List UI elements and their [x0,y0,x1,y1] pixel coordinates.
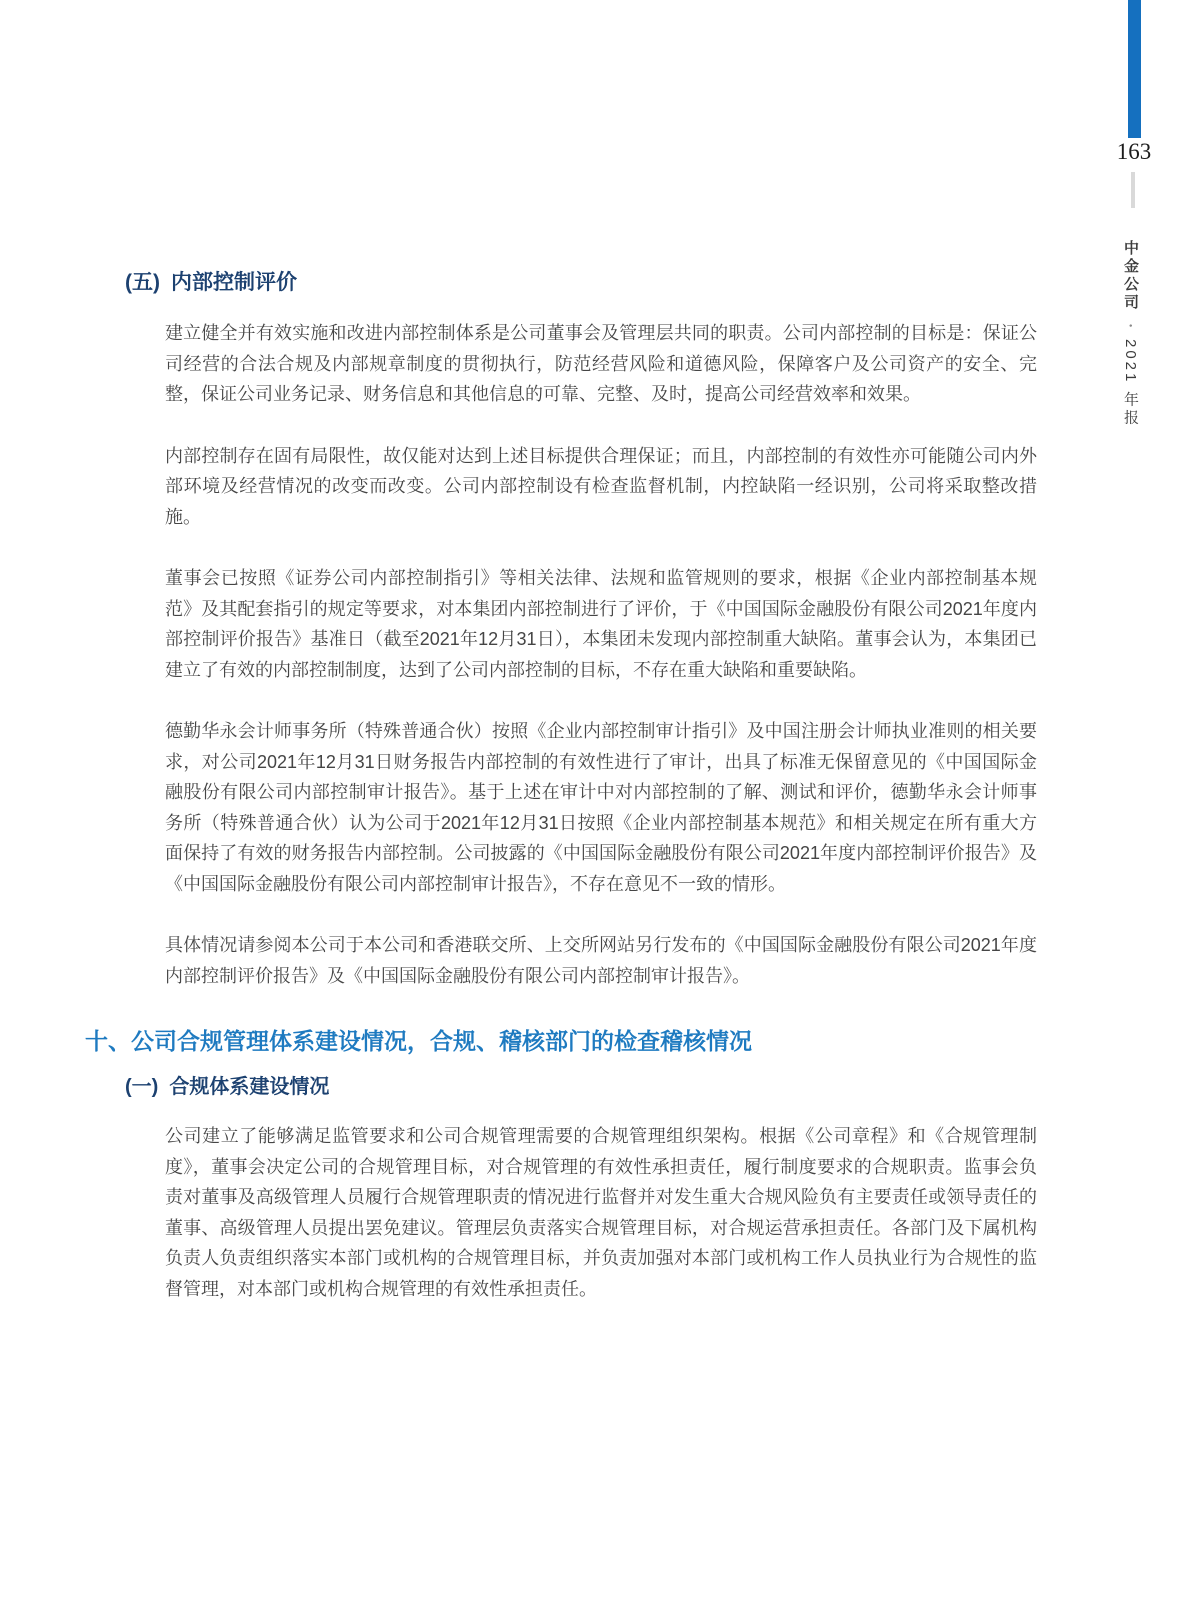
section-marker: (五) [125,271,160,294]
main-content [85,268,1037,1304]
subsection-marker: (一) [125,1076,159,1098]
company-name: 中金公司 [1122,240,1139,312]
paragraph: 德勤华永会计师事务所（特殊普通合伙）按照《企业内部控制审计指引》及中国注册会计师执业准则的相关要求，对公司2021年12月31日财务报告内部控制的有效性进行了审计，出具了标准无保留意见的《中国国际金融股份有限公司内部控制审计报告》。基于上述在审计中对内部控制的了解、测试和评价，德勤华永会计师事务所（特殊普通合伙）认为公司于2021年12月31日按照《企业内部控制基本规范》和相关规定在所有重大方面保持了有效的财务报告内部控制。公司披露的《中国国际金融股份有限公司2021年度内部控制评价报告》及《中国国际金融股份有限公司内部控制审计报告》，不存在意见不一致的情形。 [165,721,1037,894]
page-number: 163 [1116,139,1152,164]
paragraph: 董事会已按照《证券公司内部控制指引》等相关法律、法规和监管规则的要求，根据《企业内部控制基本规范》及其配套指引的规定等要求，对本集团内部控制进行了评价，于《中国国际金融股份有限公司2021年度内部控制评价报告》基准日（截至2021年12月31日），本集团未发现内部控制重大缺陷。董事会认为，本集团已建立了有效的内部控制制度，达到了公司内部控制的目标，不存在重大缺陷和重要缺陷。 [165,568,1037,680]
paragraph: 具体情况请参阅本公司于本公司和香港联交所、上交所网站另行发布的《中国国际金融股份有限公司2021年度内部控制评价报告》及《中国国际金融股份有限公司内部控制审计报告》。 [165,935,1037,986]
page-number-divider [1131,172,1135,208]
sidebar-vertical-title [1120,240,1141,540]
bullet-separator: • [1125,324,1136,328]
section-title: 内部控制评价 [171,271,297,294]
subsection-heading-compliance-system [85,1073,1037,1101]
chapter-heading-compliance: 十、公司合规管理体系建设情况，合规、稽核部门的检查稽核情况 [85,1028,752,1054]
report-year-label: 2021 年报 [1122,339,1139,428]
subsection-title: 合规体系建设情况 [169,1076,330,1098]
paragraph: 建立健全并有效实施和改进内部控制体系是公司董事会及管理层共同的职责。公司内部控制的目标是：保证公司经营的合法合规及内部规章制度的贯彻执行，防范经营风险和道德风险，保障客户及公司资产的安全、完整，保证公司业务记录、财务信息和其他信息的可靠、完整、及时，提高公司经营效率和效果。 [165,323,1037,404]
section-heading-internal-control-evaluation [85,268,1037,298]
paragraph: 公司建立了能够满足监管要求和公司合规管理需要的合规管理组织架构。根据《公司章程》和《合规管理制度》，董事会决定公司的合规管理目标，对合规管理的有效性承担责任，履行制度要求的合规职责。监事会负责对董事及高级管理人员履行合规管理职责的情况进行监督并对发生重大合规风险负有主要责任或领导责任的董事、高级管理人员提出罢免建议。管理层负责落实合规管理目标，对合规运营承担责任。各部门及下属机构负责人负责组织落实本部门或机构的合规管理目标，并负责加强对本部门或机构工作人员执业行为合规性的监督管理，对本部门或机构合规管理的有效性承担责任。 [165,1126,1037,1299]
paragraph: 内部控制存在固有局限性，故仅能对达到上述目标提供合理保证；而且，内部控制的有效性亦可能随公司内外部环境及经营情况的改变而改变。公司内部控制设有检查监督机制，内控缺陷一经识别，公司将采取整改措施。 [165,445,1037,527]
accent-bar [1128,0,1141,138]
